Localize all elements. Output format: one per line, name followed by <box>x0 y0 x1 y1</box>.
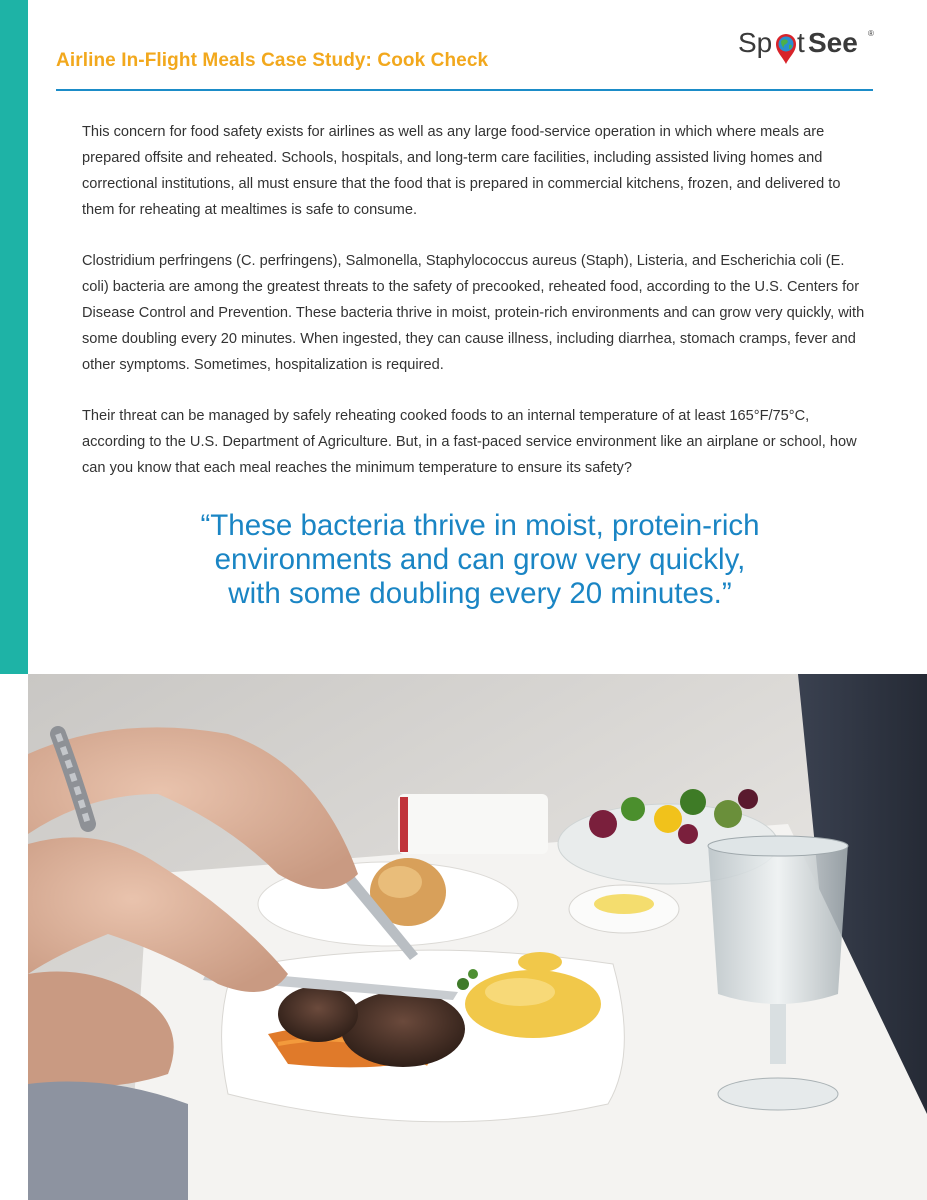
pull-quote <box>100 509 860 611</box>
paragraph: This concern for food safety exists for airlines as well as any large food-service operation in which where meals are prepared offsite and reheated. Schools, hospitals, and long-term care facilities, including assisted living homes and correctional institutions, all must ensure that the food that is prepared in commercial kitchens, frozen, and delivered to them for reheating at mealtimes is safe to consume. <box>82 124 841 218</box>
spotsee-logo <box>738 22 878 76</box>
paragraph: Their threat can be managed by safely reheating cooked foods to an internal temperature of at least 165°F/75°C, according to the U.S. Department of Agriculture. But, in a fast-paced service environment like an airplane or school, how can you know that each meal reaches the minimum temperature to ensure its safety? <box>82 408 857 476</box>
article-body <box>82 119 872 506</box>
logo-text-see: See <box>808 27 858 58</box>
logo-text-t: t <box>797 27 805 58</box>
logo-registered-mark: ® <box>868 29 874 38</box>
header-divider <box>56 89 873 91</box>
page-title: Airline In-Flight Meals Case Study: Cook Check <box>56 50 489 71</box>
quote-line: environments and can grow very quickly, <box>214 543 746 576</box>
logo-text-spot: Sp <box>738 27 773 58</box>
accent-side-bar <box>0 0 28 674</box>
quote-line: with some doubling every 20 minutes.” <box>228 577 732 610</box>
globe-pin-icon <box>776 34 796 64</box>
paragraph: Clostridium perfringens (C. perfringens), Salmonella, Staphylococcus aureus (Staph), Listeria, and Escherichia coli (E. coli) bacteria are among the greatest threats to the safety of precooked, reheated food, according to the U.S. Centers for Disease Control and Prevention. These bacteria thrive in moist, protein-rich environments and can grow very quickly, with some doubling every 20 minutes. When ingested, they can cause illness, including diarrhea, stomach cramps, fever and other symptoms. Sometimes, hospitalization is required. <box>82 253 865 373</box>
in-flight-meal-photo <box>28 674 927 1200</box>
quote-line: “These bacteria thrive in moist, protein-rich <box>200 509 760 542</box>
